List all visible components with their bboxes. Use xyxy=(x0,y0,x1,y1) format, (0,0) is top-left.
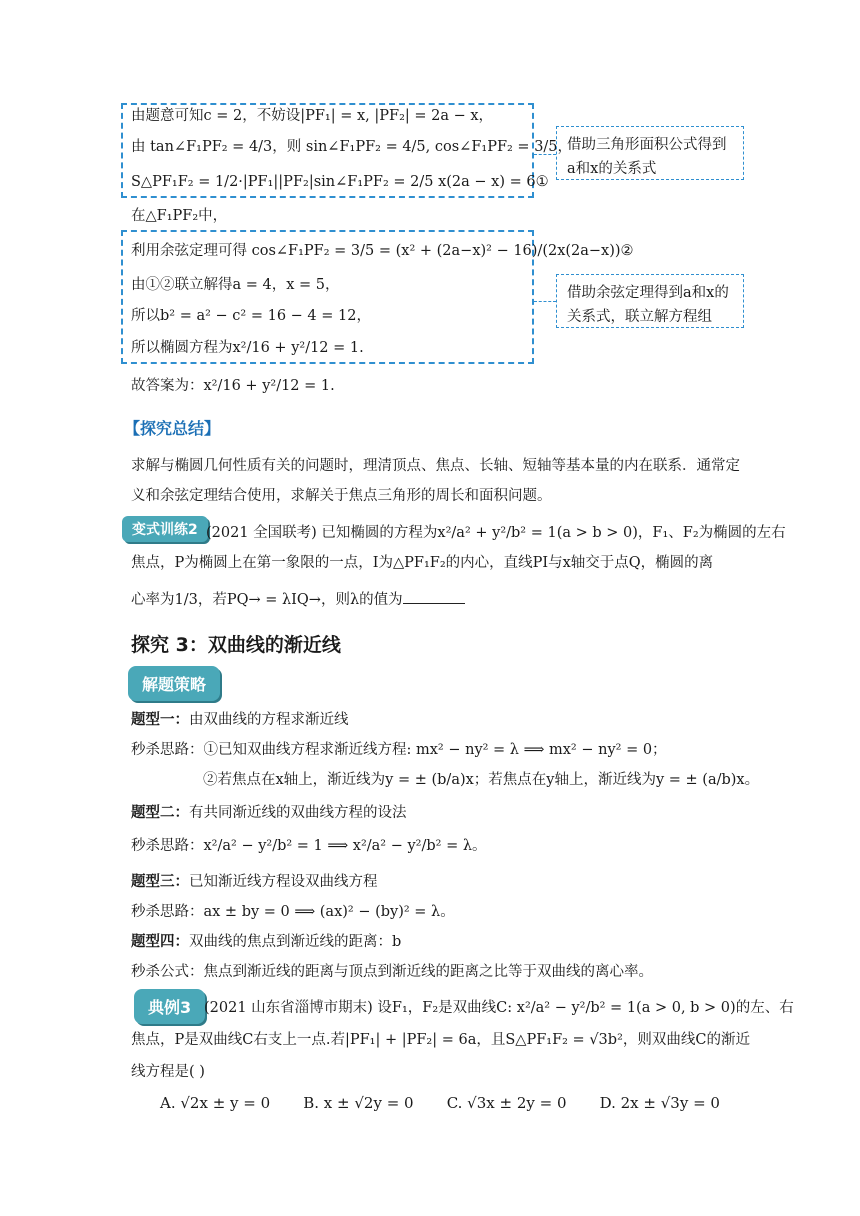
answer-line: 故答案为：x²/16 + y²/12 = 1. xyxy=(131,378,335,394)
example-line: 线方程是( ) xyxy=(131,1064,205,1080)
strategy-badge: 解题策略 xyxy=(128,666,220,701)
strategy-line: 秒杀思路：①已知双曲线方程求渐近线方程: mx² − ny² = λ ⟹ mx² − ny² = 0； xyxy=(131,742,667,758)
exercise-line: 焦点，P为椭圆上在第一象限的一点，I为△PF₁F₂的内心，直线PI与x轴交于点Q，椭圆的离 xyxy=(131,555,714,571)
proof-line: 由①②联立解得a = 4，x = 5， xyxy=(131,277,340,293)
option-c[interactable]: C. √3x ± 2y = 0 xyxy=(446,1094,567,1112)
answer-options xyxy=(160,1094,720,1112)
option-a[interactable]: A. √2x ± y = 0 xyxy=(160,1094,271,1112)
proof-line: 所以b² = a² − c² = 16 − 4 = 12， xyxy=(131,308,371,324)
proof-line: 由 tan∠F₁PF₂ = 4/3，则 sin∠F₁PF₂ = 4/5, cos∠F₁PF₂ = 3/5， xyxy=(131,139,573,155)
note-connector xyxy=(534,301,556,302)
proof-line: 由题意可知c = 2，不妨设|PF₁| = x, |PF₂| = 2a − x， xyxy=(131,108,494,124)
example-line: (2021 山东省淄博市期末) 设F₁，F₂是双曲线C: x²/a² − y²/b² = 1(a > 0, b > 0)的左、右 xyxy=(204,1000,794,1016)
note-connector xyxy=(534,154,556,155)
option-b[interactable]: B. x ± √2y = 0 xyxy=(303,1094,414,1112)
type-label: 题型二： xyxy=(131,804,189,821)
proof-line: 在△F₁PF₂中， xyxy=(131,208,228,224)
strategy-line: 秒杀思路：x²/a² − y²/b² = 1 ⟹ x²/a² − y²/b² = λ。 xyxy=(131,838,487,854)
exercise-line xyxy=(131,589,465,610)
exercise-line-text: 心率为1/3，若PQ→ = λIQ→，则λ的值为 xyxy=(131,592,403,608)
summary-text: 求解与椭圆几何性质有关的问题时，理清顶点、焦点、长轴、短轴等基本量的内在联系．通常定义和余弦定理结合使用，求解关于焦点三角形的周长和面积问题。 xyxy=(131,458,740,504)
proof-line: S△PF₁F₂ = 1/2·|PF₁||PF₂|sin∠F₁PF₂ = 2/5 x(2a − x) = 6① xyxy=(131,174,549,190)
type-label: 题型三： xyxy=(131,873,189,890)
type-text: 有共同渐近线的双曲线方程的设法 xyxy=(189,805,407,821)
type-label: 题型四： xyxy=(131,933,189,950)
annotation-note-1: 借助三角形面积公式得到a和x的关系式 xyxy=(556,126,744,180)
annotation-note-2: 借助余弦定理得到a和x的关系式，联立解方程组 xyxy=(556,274,744,328)
type-2 xyxy=(131,803,407,823)
type-text: 已知渐近线方程设双曲线方程 xyxy=(189,874,378,890)
type-4 xyxy=(131,932,401,952)
summary-heading: 【探究总结】 xyxy=(124,419,221,438)
exercise-line: (2021 全国联考) 已知椭圆的方程为x²/a² + y²/b² = 1(a > b > 0)，F₁、F₂为椭圆的左右 xyxy=(206,525,786,541)
type-text: 双曲线的焦点到渐近线的距离：b xyxy=(189,934,402,950)
type-label: 题型一： xyxy=(131,711,189,728)
example-badge: 典例3 xyxy=(134,989,205,1024)
type-3 xyxy=(131,872,378,892)
strategy-line: 秒杀思路：ax ± by = 0 ⟹ (ax)² − (by)² = λ。 xyxy=(131,904,455,920)
answer-blank[interactable] xyxy=(403,589,465,604)
proof-line: 利用余弦定理可得 cos∠F₁PF₂ = 3/5 = (x² + (2a−x)² − 16)/(2x(2a−x))② xyxy=(131,243,634,259)
strategy-line: 秒杀公式：焦点到渐近线的距离与顶点到渐近线的距离之比等于双曲线的离心率。 xyxy=(131,964,653,980)
example-line: 焦点，P是双曲线C右支上一点.若|PF₁| + |PF₂| = 6a，且S△PF₁F₂ = √3b²，则双曲线C的渐近 xyxy=(131,1032,750,1048)
strategy-line: ②若焦点在x轴上，渐近线为y = ± (b/a)x；若焦点在y轴上，渐近线为y = ± (a/b)x。 xyxy=(203,772,760,788)
proof-line: 所以椭圆方程为x²/16 + y²/12 = 1. xyxy=(131,340,364,356)
type-1 xyxy=(131,710,349,730)
option-d[interactable]: D. 2x ± √3y = 0 xyxy=(599,1094,720,1112)
type-text: 由双曲线的方程求渐近线 xyxy=(189,712,349,728)
section-title: 探究 3：双曲线的渐近线 xyxy=(131,634,341,656)
exercise-badge: 变式训练2 xyxy=(122,516,208,542)
